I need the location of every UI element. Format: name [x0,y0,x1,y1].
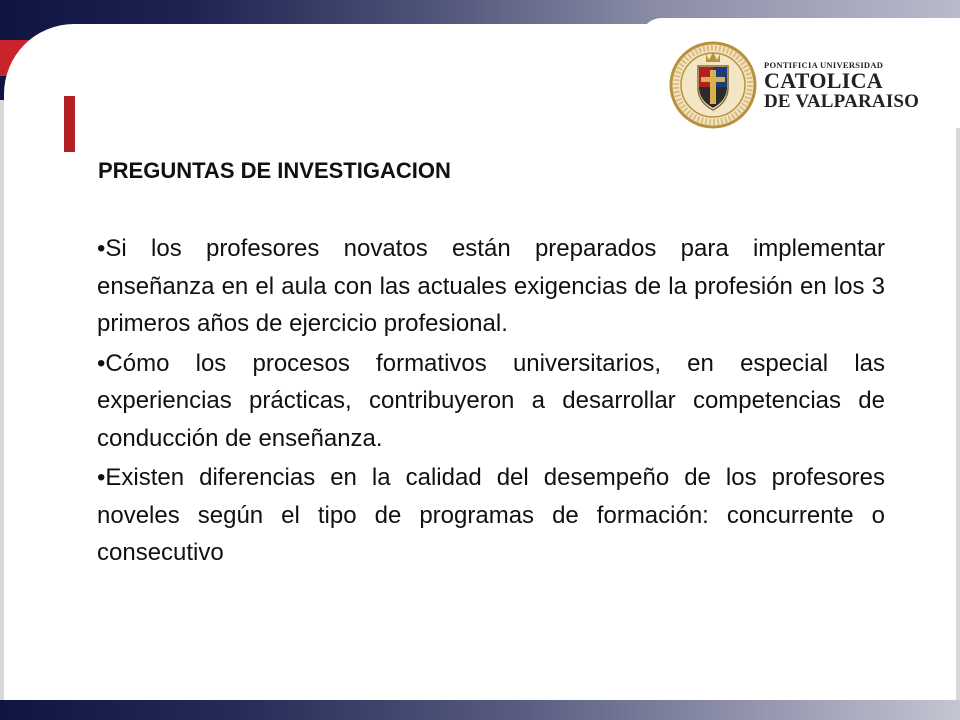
footer-gradient-band [0,700,960,720]
research-question-item: •Cómo los procesos formativos universitarios, en especial las experiencias prácticas, contribuyeron a desarrollar competencias de conducción de enseñanza. [97,349,885,452]
research-question-item: •Si los profesores novatos están preparados para implementar enseñanza en el aula con las actuales exigencias de la profesión en los 3 primeros años de ejercicio profesional. [97,235,885,337]
university-logo [668,40,930,140]
university-seal-icon [668,40,758,130]
slide-title: PREGUNTAS DE INVESTIGACION [98,158,451,183]
university-name [764,60,919,112]
accent-red-bar [64,96,75,152]
logo-line-2: CATOLICA [764,68,883,93]
research-questions-list [97,230,885,574]
logo-line-1: PONTIFICIA UNIVERSIDAD [764,60,884,70]
research-question-item: •Existen diferencias en la calidad del desempeño de los profesores noveles según el tipo de programas de formación: concurrente o consecutivo [97,464,885,566]
logo-line-3: DE VALPARAISO [764,91,920,112]
